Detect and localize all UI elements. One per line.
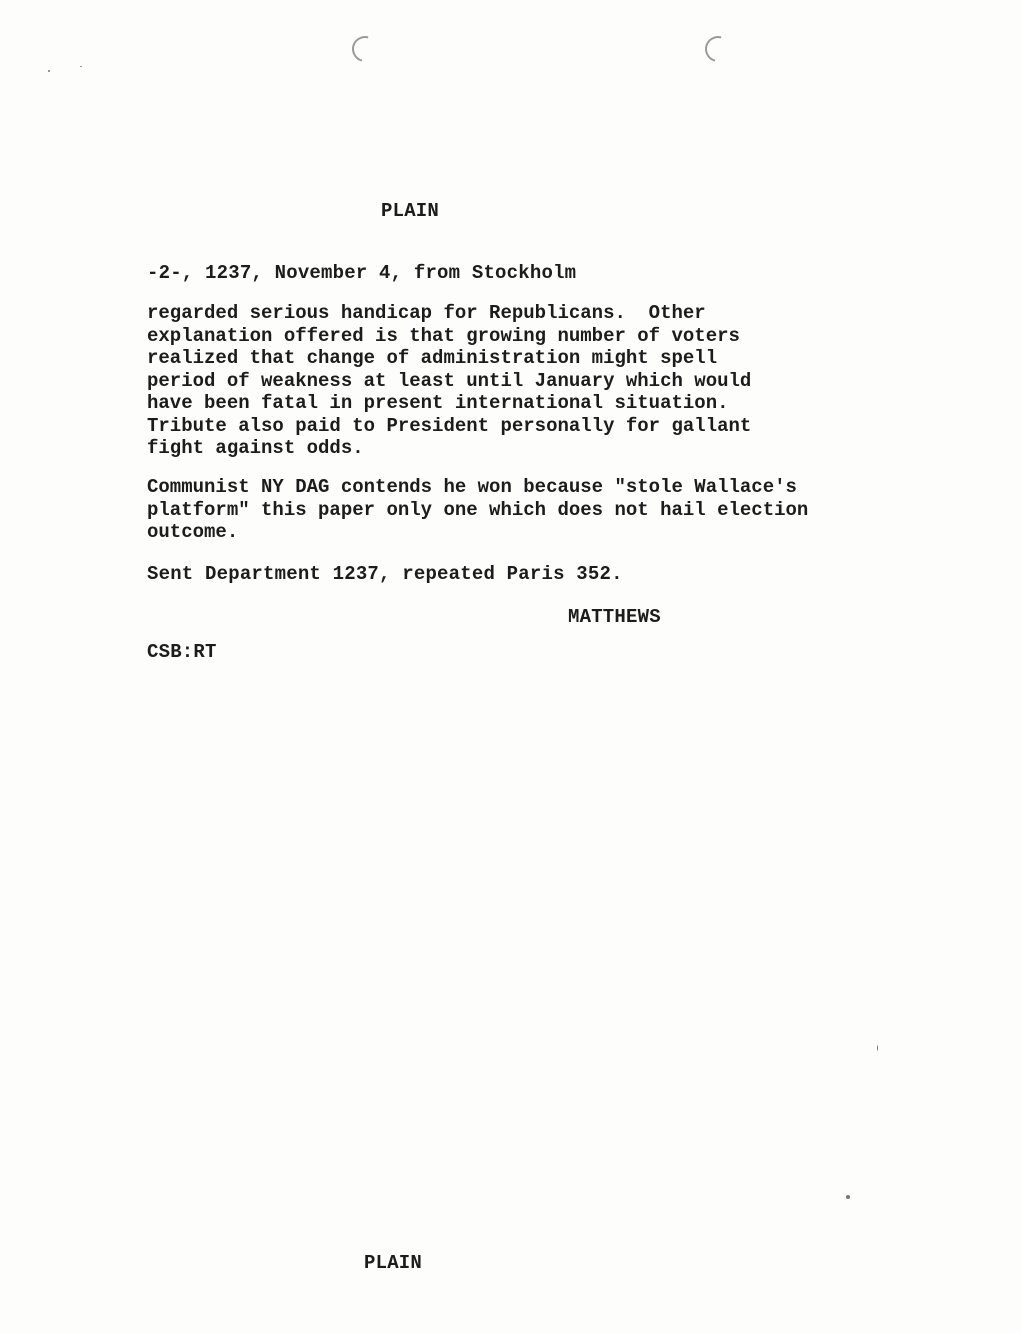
paper-speck [877,1045,878,1051]
text-line: have been fatal in present international situation. [147,392,729,414]
text-line: fight against odds. [147,437,364,459]
body-paragraph-1 [147,302,751,460]
classification-header: PLAIN [381,200,440,222]
text-line: outcome. [147,521,239,543]
signature: MATTHEWS [568,606,661,628]
punch-hole-mark-right [700,31,736,67]
body-paragraph-2 [147,476,808,544]
classification-footer: PLAIN [364,1252,423,1274]
paper-speck [48,70,50,72]
drafter-initials: CSB:RT [147,641,217,663]
text-line: Tribute also paid to President personally for gallant [147,414,752,437]
sent-line: Sent Department 1237, repeated Paris 352. [147,563,623,585]
telegram-reference: -2-, 1237, November 4, from Stockholm [147,262,577,284]
punch-hole-mark-left [347,31,383,67]
text-line: explanation offered is that growing number of voters [147,324,740,347]
text-line: Communist NY DAG contends he won because "stole Wallace's [147,476,797,498]
text-line: realized that change of administration might spell [147,347,718,369]
text-line: regarded serious handicap for Republicans. Other [147,302,706,324]
paper-speck [846,1195,850,1199]
text-line: platform" this paper only one which does not hail election [147,498,809,521]
text-line: period of weakness at least until January which would [147,369,752,392]
paper-speck [80,66,82,67]
